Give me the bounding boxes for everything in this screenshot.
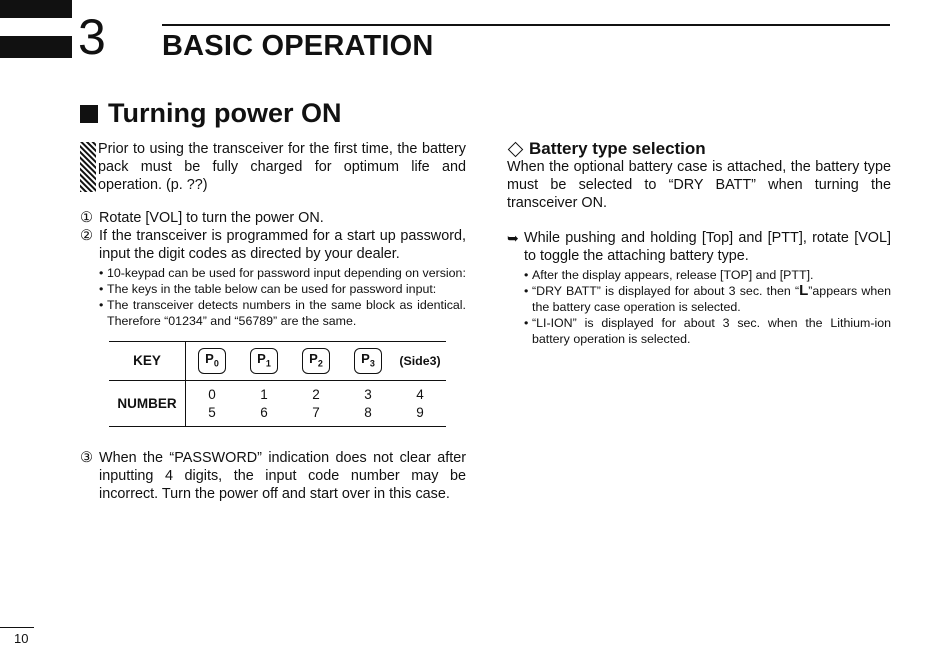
number-cell: 2 7 — [290, 381, 342, 427]
key-p2 — [290, 342, 342, 381]
bullet-item: • The transceiver detects numbers in the same block as identical. Therefore “01234” and “56789” are the same. — [99, 298, 466, 328]
bullet-item: • “DRY BATT” is displayed for about 3 sec. then “L”appears when the battery case operation is selected. — [524, 282, 892, 314]
bullet-item: • The keys in the table below can be used for password input: — [99, 282, 437, 296]
step-1-number: ① — [80, 210, 93, 226]
note-hatch-icon — [80, 142, 96, 192]
battery-intro: When the optional battery case is attached, the battery type must be selected to “DRY BATT” when turning the transceiver ON. — [507, 159, 891, 211]
chapter-rule — [162, 24, 890, 26]
page-number: 10 — [14, 631, 29, 646]
steps — [80, 209, 466, 503]
p3-key-icon: $P_3$ — [354, 348, 382, 375]
key-p0 — [186, 342, 239, 381]
chapter-title: BASIC OPERATION — [162, 30, 434, 62]
left-column — [80, 140, 466, 503]
subsection-title: Battery type selection — [529, 139, 706, 158]
step-3 — [80, 449, 466, 503]
bullet-item: • “LI-ION” is displayed for about 3 sec. when the Lithium-ion battery operation is selected. — [524, 316, 891, 346]
key-side3: (Side3) — [394, 342, 446, 381]
right-column — [507, 140, 891, 347]
step-1 — [80, 209, 466, 227]
step-2-text: If the transceiver is programmed for a start up password, input the digit codes as directed by your dealer. — [99, 228, 466, 262]
section-title: Turning power ON — [108, 98, 342, 128]
p1-key-icon: $P_1$ — [250, 348, 278, 375]
action-bullets — [524, 267, 891, 347]
note-block — [80, 140, 466, 194]
chapter-number: 3 — [78, 9, 106, 65]
battery-l-icon: L — [799, 282, 809, 299]
action-text: While pushing and holding [Top] and [PTT], rotate [VOL] to toggle the attaching battery type. — [524, 230, 891, 264]
step-2-bullets — [99, 265, 466, 329]
chapter-tab-top — [0, 0, 72, 18]
table-row-numbers — [109, 381, 446, 427]
step-2-number: ② — [80, 228, 93, 244]
bullet-item: • After the display appears, release [TOP] and [PTT]. — [524, 268, 814, 282]
table-row-keys — [109, 342, 446, 381]
number-cell: 4 9 — [394, 381, 446, 427]
p2-key-icon: $P_2$ — [302, 348, 330, 375]
key-p1 — [238, 342, 290, 381]
key-header: KEY — [109, 342, 186, 381]
number-header: NUMBER — [109, 381, 186, 427]
key-p3 — [342, 342, 394, 381]
number-cell: 3 8 — [342, 381, 394, 427]
action-step — [507, 229, 891, 265]
note-text: Prior to using the transceiver for the first time, the battery pack must be fully charged for optimum life and operation. (p. ??) — [98, 141, 466, 193]
section-heading — [80, 98, 341, 129]
step-3-text: When the “PASSWORD” indication does not clear after inputting 4 digits, the input code number may be incorrect. Turn the power off and start over in this case. — [99, 450, 466, 502]
p0-key-icon: $P_0$ — [198, 348, 226, 375]
step-3-number: ③ — [80, 450, 93, 466]
step-2 — [80, 227, 466, 263]
subsection-heading — [507, 140, 891, 158]
diamond-icon — [508, 141, 524, 157]
square-bullet-icon — [80, 105, 98, 123]
page-number-rule — [0, 627, 34, 628]
number-cell: 1 6 — [238, 381, 290, 427]
bullet-item: • 10-keypad can be used for password input depending on version: — [99, 266, 466, 280]
number-cell: 0 5 — [186, 381, 239, 427]
chapter-tab-bottom — [0, 36, 72, 58]
step-1-text: Rotate [VOL] to turn the power ON. — [99, 210, 324, 226]
password-key-table — [109, 341, 446, 427]
arrow-icon: ➥ — [507, 230, 519, 246]
